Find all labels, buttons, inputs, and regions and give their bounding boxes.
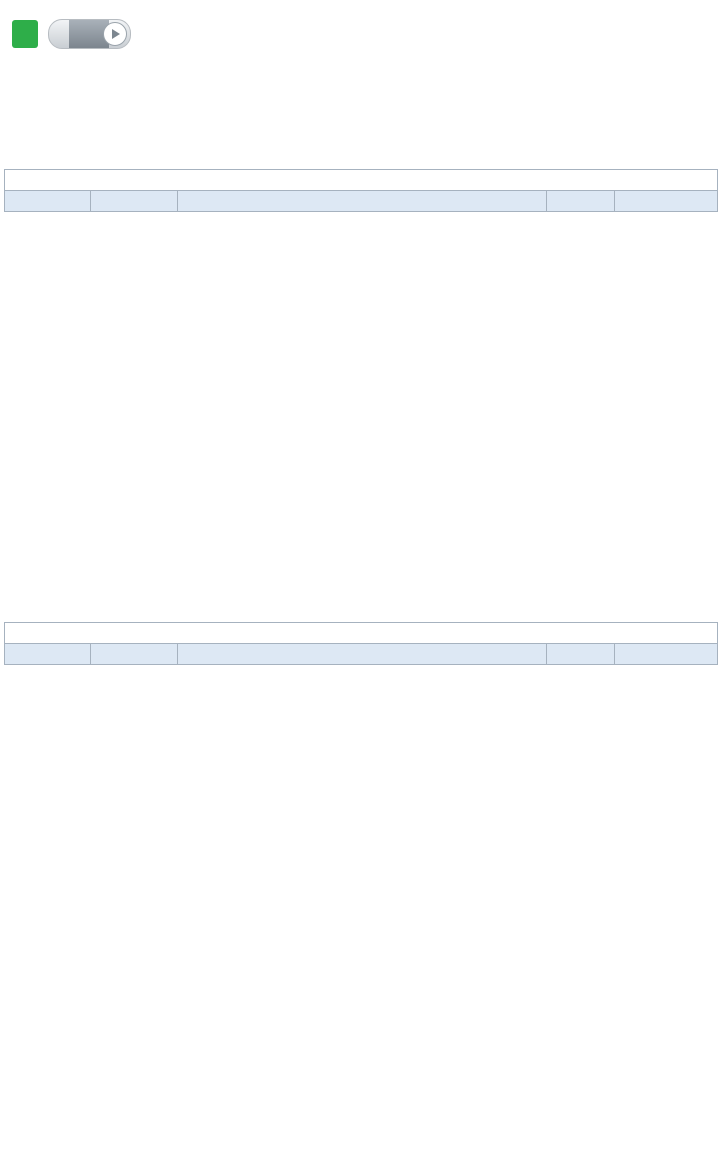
table-caption [5,623,718,644]
col-header-round [91,191,178,212]
col-header-round [91,644,178,665]
play-icon[interactable] [103,22,127,46]
col-header-piece [5,191,91,212]
part-badge [12,20,38,48]
col-header-desc [178,644,547,665]
col-header-total [547,191,615,212]
col-header-piece [5,644,91,665]
col-header-total [547,644,615,665]
video-position-control[interactable] [48,19,131,49]
skirt-pattern-table [4,622,718,665]
table-header-row [5,644,718,665]
col-header-color [615,644,718,665]
col-header-desc [178,191,547,212]
col-header-color [615,191,718,212]
part-header [8,16,141,52]
table-header-row [5,191,718,212]
table-caption [5,170,718,191]
top-pattern-table [4,169,718,212]
